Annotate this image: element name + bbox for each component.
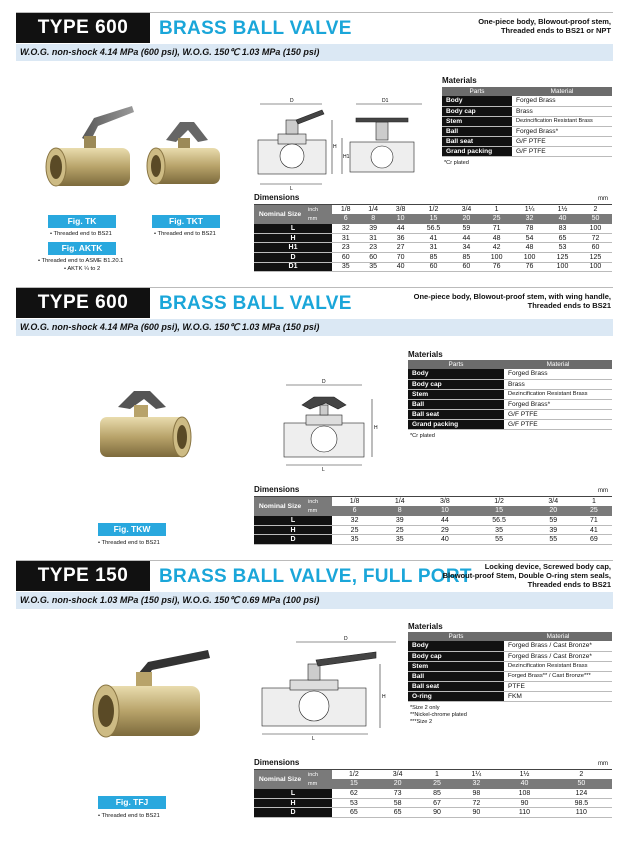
materials-header-parts: Parts: [442, 87, 512, 96]
fig-tkw-label: Fig. TKW: [98, 523, 166, 536]
materials-note: *Size 2 only **Nickel-chrome plated ***Size 2: [410, 705, 467, 725]
material-row: Body Forged Brass: [408, 369, 612, 379]
product-title: BRASS BALL VALVE, FULL PORT: [159, 566, 472, 587]
product-title: BRASS BALL VALVE: [159, 293, 352, 314]
diagram-label-l: L: [290, 186, 293, 192]
dimension-row: D 65 65 90 90 110 110: [254, 808, 612, 818]
fig-tk-note: • Threaded end to BS21: [50, 231, 112, 237]
fig-aktk-note-2: • AKTK ¼ to 2: [64, 266, 101, 272]
materials-header-material: Material: [504, 632, 612, 641]
product-subtitle: One-piece body, Blowout-proof stem, Threaded ends to BS21 or NPT: [478, 17, 611, 35]
fig-tkt-label: Fig. TKT: [152, 215, 220, 228]
type-label: TYPE 600: [16, 288, 150, 318]
section-header: [16, 12, 613, 42]
dimensions-title: Dimensions: [254, 758, 300, 767]
materials-header-parts: Parts: [408, 632, 504, 641]
dimensions-table: Nominal Size inch 1/2 3/4 1 1¼ 1½ 2 mm 15 20 25 32 40 50 L 62 73 85 98 108 124 H 53 58 67 72 90 98.5 D 65 65 90 90 110 110: [254, 769, 612, 818]
diagram-label-d1: D1: [382, 98, 389, 104]
material-row: Body cap Brass: [442, 106, 612, 116]
section-type600-tkw: [16, 287, 613, 549]
fig-tkt-note: • Threaded end to BS21: [154, 231, 216, 237]
diagram-label-h: H: [382, 694, 386, 700]
materials-header-material: Material: [504, 360, 612, 369]
product-subtitle: One-piece body, Blowout-proof stem, with wing handle, Threaded ends to BS21: [413, 292, 611, 310]
material-row: Stem Dezincification Resistant Brass: [408, 389, 612, 399]
fig-tfj-note: • Threaded end to BS21: [98, 813, 160, 819]
material-row: Ball Forged Brass*: [408, 399, 612, 409]
pressure-rating: W.O.G. non-shock 1.03 MPa (150 psi), W.O.G. 150℃ 0.69 MPa (100 psi): [16, 592, 613, 609]
type-label: TYPE 600: [16, 13, 150, 43]
dimensions-unit: mm: [598, 488, 608, 494]
materials-table: [442, 87, 612, 157]
dimensions-unit: mm: [598, 761, 608, 767]
pressure-rating: W.O.G. non-shock 4.14 MPa (600 psi), W.O.G. 150℃ 1.03 MPa (150 psi): [16, 319, 613, 336]
material-row: Body cap Forged Brass / Cast Bronze*: [408, 651, 612, 661]
material-row: Body Forged Brass / Cast Bronze*: [408, 641, 612, 651]
material-row: Stem Dezincification Resistant Brass: [408, 661, 612, 671]
materials-header-parts: Parts: [408, 360, 504, 369]
dimension-row: D 35 35 40 55 55 69: [254, 535, 612, 545]
diagram-label-d: D: [322, 379, 326, 385]
materials-title: Materials: [408, 350, 443, 359]
materials-table: [408, 632, 612, 702]
fig-aktk-label: Fig. AKTK: [48, 242, 116, 255]
material-row: Stem Dezincification Resistant Brass: [442, 116, 612, 126]
dimension-row: H 31 31 36 41 44 48 54 65 72: [254, 233, 612, 243]
fig-tkw-note: • Threaded end to BS21: [98, 540, 160, 546]
fig-tfj-label: Fig. TFJ: [98, 796, 166, 809]
materials-header-material: Material: [512, 87, 612, 96]
valve-photo-tk: [42, 98, 138, 208]
diagram-label-l: L: [312, 736, 315, 740]
dimensions-title: Dimensions: [254, 485, 300, 494]
material-row: Ball seat G/F PTFE: [408, 409, 612, 419]
materials-table: [408, 360, 612, 430]
dimension-row: H1 23 23 27 31 34 42 48 53 60: [254, 243, 612, 253]
dimension-diagram: [276, 379, 386, 471]
dimensions-title: Dimensions: [254, 193, 300, 202]
pressure-rating: W.O.G. non-shock 4.14 MPa (600 psi), W.O.G. 150℃ 1.03 MPa (150 psi): [16, 44, 613, 61]
diagram-label-d: D: [290, 98, 294, 104]
material-row: Ball Forged Brass*: [442, 126, 612, 136]
materials-note: *Cr plated: [410, 433, 435, 439]
material-row: Body Forged Brass: [442, 96, 612, 106]
type-label: TYPE 150: [16, 561, 150, 591]
material-row: Ball seat G/F PTFE: [442, 136, 612, 146]
material-row: O-ring FKM: [408, 691, 612, 701]
diagram-label-h1: H1: [343, 154, 350, 160]
materials-note: *Cr plated: [444, 160, 469, 166]
dimensions-unit: mm: [598, 196, 608, 202]
dimensions-table: Nominal Size inch 1/8 1/4 3/8 1/2 3/4 1 mm 6 8 10 15 20 25 L 32 39 44 56.5 59 71 H 25 25 29 35 39 41 D 35 35 40 55 55 69: [254, 496, 612, 545]
dimension-row: L 32 39 44 56.5 59 71 78 83 100: [254, 224, 612, 234]
section-header: [16, 560, 613, 590]
materials-title: Materials: [442, 76, 477, 85]
valve-photo-tkt: [146, 112, 226, 202]
section-header: [16, 287, 613, 317]
dimension-row: D 60 60 70 85 85 100 100 125 125: [254, 252, 612, 262]
dimensions-table: Nominal Size inch 1/8 1/4 3/8 1/2 3/4 1 1¼ 1½ 2 mm 6 8 10 15 20 25 32 40 50 L 32 39 44 56.5 59 71 78 83 100 H 31 31 36 41 44 48 54 65 72 H1 23 23 27 31 34 42 48 53 60 D 60 60 70 85 85 100 100 125 125 D1 35 35 40 60 60 76 76 100 100: [254, 204, 612, 272]
dimension-row: H 25 25 29 35 39 41: [254, 525, 612, 535]
product-title: BRASS BALL VALVE: [159, 18, 352, 39]
section-type600-tk: [16, 12, 613, 286]
dimension-row: L 32 39 44 56.5 59 71: [254, 516, 612, 526]
diagram-label-h: H: [333, 144, 337, 150]
dimension-row: D1 35 35 40 60 60 76 76 100 100: [254, 262, 612, 272]
dimension-row: H 53 58 67 72 90 98.5: [254, 798, 612, 808]
diagram-label-h: H: [374, 425, 378, 431]
valve-photo-tkw: [94, 387, 194, 467]
section-type150-tfj: [16, 560, 613, 840]
fig-aktk-note: • Threaded end to ASME B1.20.1: [38, 258, 124, 264]
material-row: Grand packing G/F PTFE: [442, 146, 612, 156]
material-row: Ball seat PTFE: [408, 681, 612, 691]
diagram-label-l: L: [322, 467, 325, 471]
dimension-diagram: [256, 636, 406, 740]
material-row: Ball Forged Brass** / Cast Bronze***: [408, 671, 612, 681]
diagram-label-d: D: [344, 636, 348, 642]
valve-photo-tfj: [88, 638, 218, 748]
dimension-row: L 62 73 85 98 108 124: [254, 789, 612, 799]
dimension-diagram: [252, 92, 442, 192]
materials-title: Materials: [408, 622, 443, 631]
material-row: Grand packing G/F PTFE: [408, 419, 612, 429]
fig-tk-label: Fig. TK: [48, 215, 116, 228]
product-subtitle: Locking device, Screwed body cap, Blowout-proof Stem, Double O-ring stem seals, Threaded ends to BS21: [442, 562, 611, 589]
material-row: Body cap Brass: [408, 379, 612, 389]
